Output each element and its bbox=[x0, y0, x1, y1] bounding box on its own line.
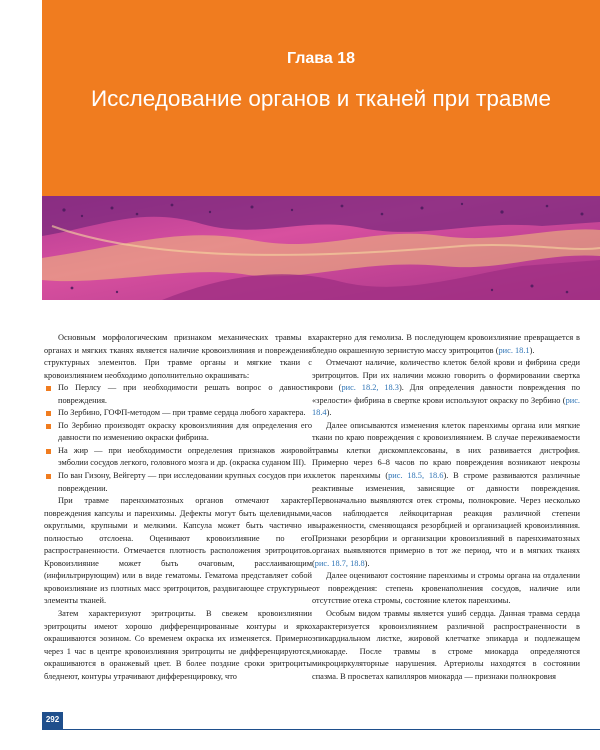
text-column-right bbox=[312, 332, 580, 683]
chapter-number: Глава 18 bbox=[286, 50, 356, 67]
list-item bbox=[44, 420, 312, 445]
bullet-square-icon bbox=[46, 424, 51, 429]
figure-link[interactable]: рис. 18.4 bbox=[312, 395, 580, 418]
list-item-text: По Перлсу — при необходимости решать вопрос о давности повреждения. bbox=[58, 383, 312, 405]
bullet-square-icon bbox=[46, 449, 51, 454]
paragraph: Далее оценивают состояние паренхимы и стромы органа на отдалении от повреждения: степень кровенаполнения сосудов, наличие или отсутствие отека стромы, состояние клеток паренхимы. bbox=[312, 571, 580, 606]
stain-method-list bbox=[44, 382, 312, 495]
paragraph: При травме паренхиматозных органов отмечают характер повреждения капсулы и паренхимы. Дефекты могут быть щелевидными, округлыми, крупными и мелкими. Капсула может быть частично и полностью отслоена. Оценивают кровоизлияние по его распространенности. Отмечается плотность расположения эритроцитов. Кровоизлияние может быть очаговым, расслаивающим (инфильтрирующим) или в виде гематомы. Гематома представляет собой кровоизлияние из плотных масс эритроцитов, раздвигающее структурные элементы тканей. bbox=[44, 496, 312, 606]
text-run: ). В строме развиваются различные реактивные изменения, зависящие от давности повреждения. Первоначально выявляются отек стромы, полнокровие. Через несколько часов наблюдается лейкоцитарная реакция различной степени выраженности, сменяющаяся резорбцией и организацией кровоизлияния. Признаки резорбции и организации кровоизлияний в паренхиматозных органах выявляются примерно в тот же период, что и в мягких тканях ( bbox=[312, 471, 580, 568]
footer-rule bbox=[63, 729, 600, 730]
histology-micrograph-image bbox=[42, 196, 600, 300]
figure-link[interactable]: рис. 18.1 bbox=[498, 345, 530, 355]
paragraph: Особым видом травмы является ушиб сердца. Данная травма сердца характеризуется кровоизлиянием различной распространенности в эпикардиальном листке, жировой клетчатке эпикарда и подлежащем миокарде. После травмы в строме миокарда определяются микроциркуляторные нарушения. Артериолы находятся в состоянии спазма. В просветах капилляров миокарда — признаки полнокровия bbox=[312, 609, 580, 681]
page-number-badge bbox=[42, 712, 63, 730]
list-item bbox=[44, 382, 312, 407]
paragraph: Затем характеризуют эритроциты. В свежем кровоизлиянии эритроциты имеют хорошо дифференцированные контуры и ярко окрашиваются эозином. Со временем окраска их изменяется. Примерно через 1 час в центре кровоизлияния эритроциты не дифференцируются, окрашиваются в оранжевый цвет. В более поздние сроки эритроциты бледнеют, контуры утрачивают дифференцировку, что bbox=[44, 609, 312, 681]
text-run: ). bbox=[364, 558, 370, 568]
list-item bbox=[44, 470, 312, 495]
text-run: характерно для гемолиза. В последующем кровоизлияние превращается в бледно окрашенную зернистую массу эритроцитов ( bbox=[312, 333, 580, 355]
text-run: Далее описываются изменения клеток паренхимы органа или мягкие ткани по краю повреждения с кровоизлиянием. В случае переживаемости травмы клетки дискомплексованы, в них развивается дистрофия. Примерно через 6–8 часов по краю повреждения возникают некрозы клеток паренхимы ( bbox=[312, 420, 580, 481]
chapter-title: Исследование органов и тканей при травме bbox=[90, 86, 552, 111]
list-item bbox=[44, 445, 312, 470]
figure-link[interactable]: рис. 18.2, 18.3 bbox=[341, 383, 399, 393]
paragraph bbox=[312, 332, 580, 357]
text-column-left bbox=[44, 332, 312, 683]
list-item bbox=[44, 407, 312, 420]
text-run: ). Для определения давности повреждения по «зрелости» фибрина в свертке крови используют окраску по Зербино ( bbox=[312, 383, 581, 405]
list-item-text: По Зербино производят окраску кровоизлияния для определения его давности по изменению окраски фибрина. bbox=[58, 420, 312, 443]
bullet-square-icon bbox=[46, 474, 51, 479]
text-run: ). bbox=[529, 345, 535, 355]
micrograph-drawing bbox=[42, 196, 600, 300]
text-run: Отмечают наличие, количество клеток белой крови и фибрина среди эритроцитов. При их наличии можно говорить о формировании свертка крови ( bbox=[312, 358, 580, 393]
figure-link[interactable]: рис. 18.5, 18.6 bbox=[388, 471, 444, 481]
page-number: 292 bbox=[45, 715, 60, 724]
list-item-text: По Зербино, ГОФП-методом — при травме сердца любого характера. bbox=[58, 408, 306, 418]
list-item-text: На жир — при необходимости определения признаков жировой эмболии сосудов легкого, головного мозга и др. (окраска суданом III). bbox=[58, 445, 312, 468]
bullet-square-icon bbox=[46, 386, 51, 391]
paragraph bbox=[312, 357, 580, 420]
figure-link[interactable]: рис. 18.7, 18.8 bbox=[314, 558, 365, 568]
paragraph: Основным морфологическим признаком механических травмы в органах и мягких тканях является наличие кровоизлияния и повреждения структурных элементов. При травме органы и мягкие ткани с кровоизлиянием необходимо дополнительно окрашивать: bbox=[44, 333, 312, 380]
text-run: ). bbox=[326, 408, 332, 418]
list-item-text: По ван Гизону, Вейгерту — при исследовании крупных сосудов при их повреждении. bbox=[58, 471, 312, 493]
bullet-square-icon bbox=[46, 411, 51, 416]
chapter-header bbox=[42, 0, 600, 196]
paragraph bbox=[312, 420, 580, 571]
